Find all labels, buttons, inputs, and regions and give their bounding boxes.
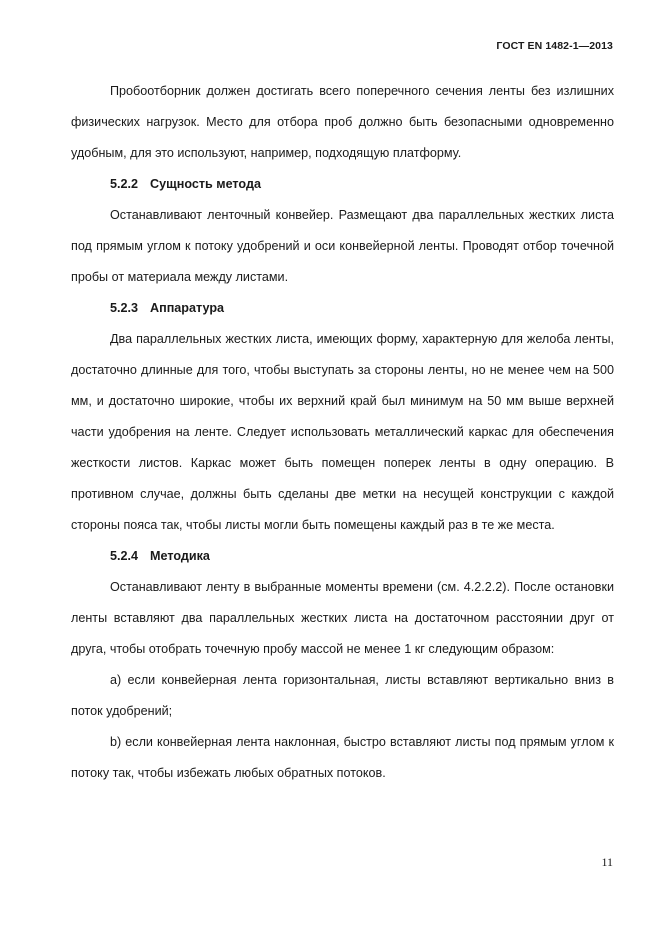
paragraph-method-essence: Останавливают ленточный конвейер. Размещают два параллельных жестких листа под прямым углом к потоку удобрений и оси конвейерной ленты. Проводят отбор точечной пробы от материала между листами. bbox=[71, 208, 614, 284]
document-code-header: ГОСТ EN 1482-1—2013 bbox=[496, 40, 613, 52]
document-body bbox=[71, 76, 614, 789]
section-title: Аппаратура bbox=[150, 301, 225, 315]
section-heading-5-2-2 bbox=[71, 169, 614, 200]
section-title: Сущность метода bbox=[150, 177, 261, 191]
list-item-inclined-belt: b) если конвейерная лента наклонная, быстро вставляют листы под прямым углом к потоку так, чтобы избежать любых обратных потоков. bbox=[71, 735, 614, 780]
section-number: 5.2.4 bbox=[110, 549, 139, 563]
list-item-horizontal-belt: а) если конвейерная лента горизонтальная, листы вставляют вертикально вниз в поток удобрений; bbox=[71, 673, 614, 718]
paragraph-sampler-requirements: Пробоотборник должен достигать всего поперечного сечения ленты без излишних физических нагрузок. Место для отбора проб должно быть безопасными одновременно удобным, для это используют, например, подходящую платформу. bbox=[71, 84, 614, 160]
section-heading-5-2-3 bbox=[71, 293, 614, 324]
page-number: 11 bbox=[601, 855, 613, 869]
section-heading-5-2-4 bbox=[71, 541, 614, 572]
section-number: 5.2.3 bbox=[110, 301, 139, 315]
paragraph-procedure: Останавливают ленту в выбранные моменты времени (см. 4.2.2.2). После остановки ленты вставляют два параллельных жестких листа на достаточном расстоянии друг от друга, чтобы отобрать точечную пробу массой не менее 1 кг следующим образом: bbox=[71, 580, 614, 656]
paragraph-apparatus: Два параллельных жестких листа, имеющих форму, характерную для желоба ленты, достаточно длинные для того, чтобы выступать за стороны ленты, но не менее чем на 500 мм, и достаточно широкие, чтобы их верхний край был минимум на 50 мм выше верхней части удобрения на ленте. Следует использовать металлический каркас для обеспечения жесткости листов. Каркас может быть помещен поперек ленты в одну операцию. В противном случае, должны быть сделаны две метки на несущей конструкции с каждой стороны пояса так, чтобы листы могли быть помещены каждый раз в те же места. bbox=[71, 332, 614, 532]
section-number: 5.2.2 bbox=[110, 177, 139, 191]
section-title: Методика bbox=[150, 549, 210, 563]
